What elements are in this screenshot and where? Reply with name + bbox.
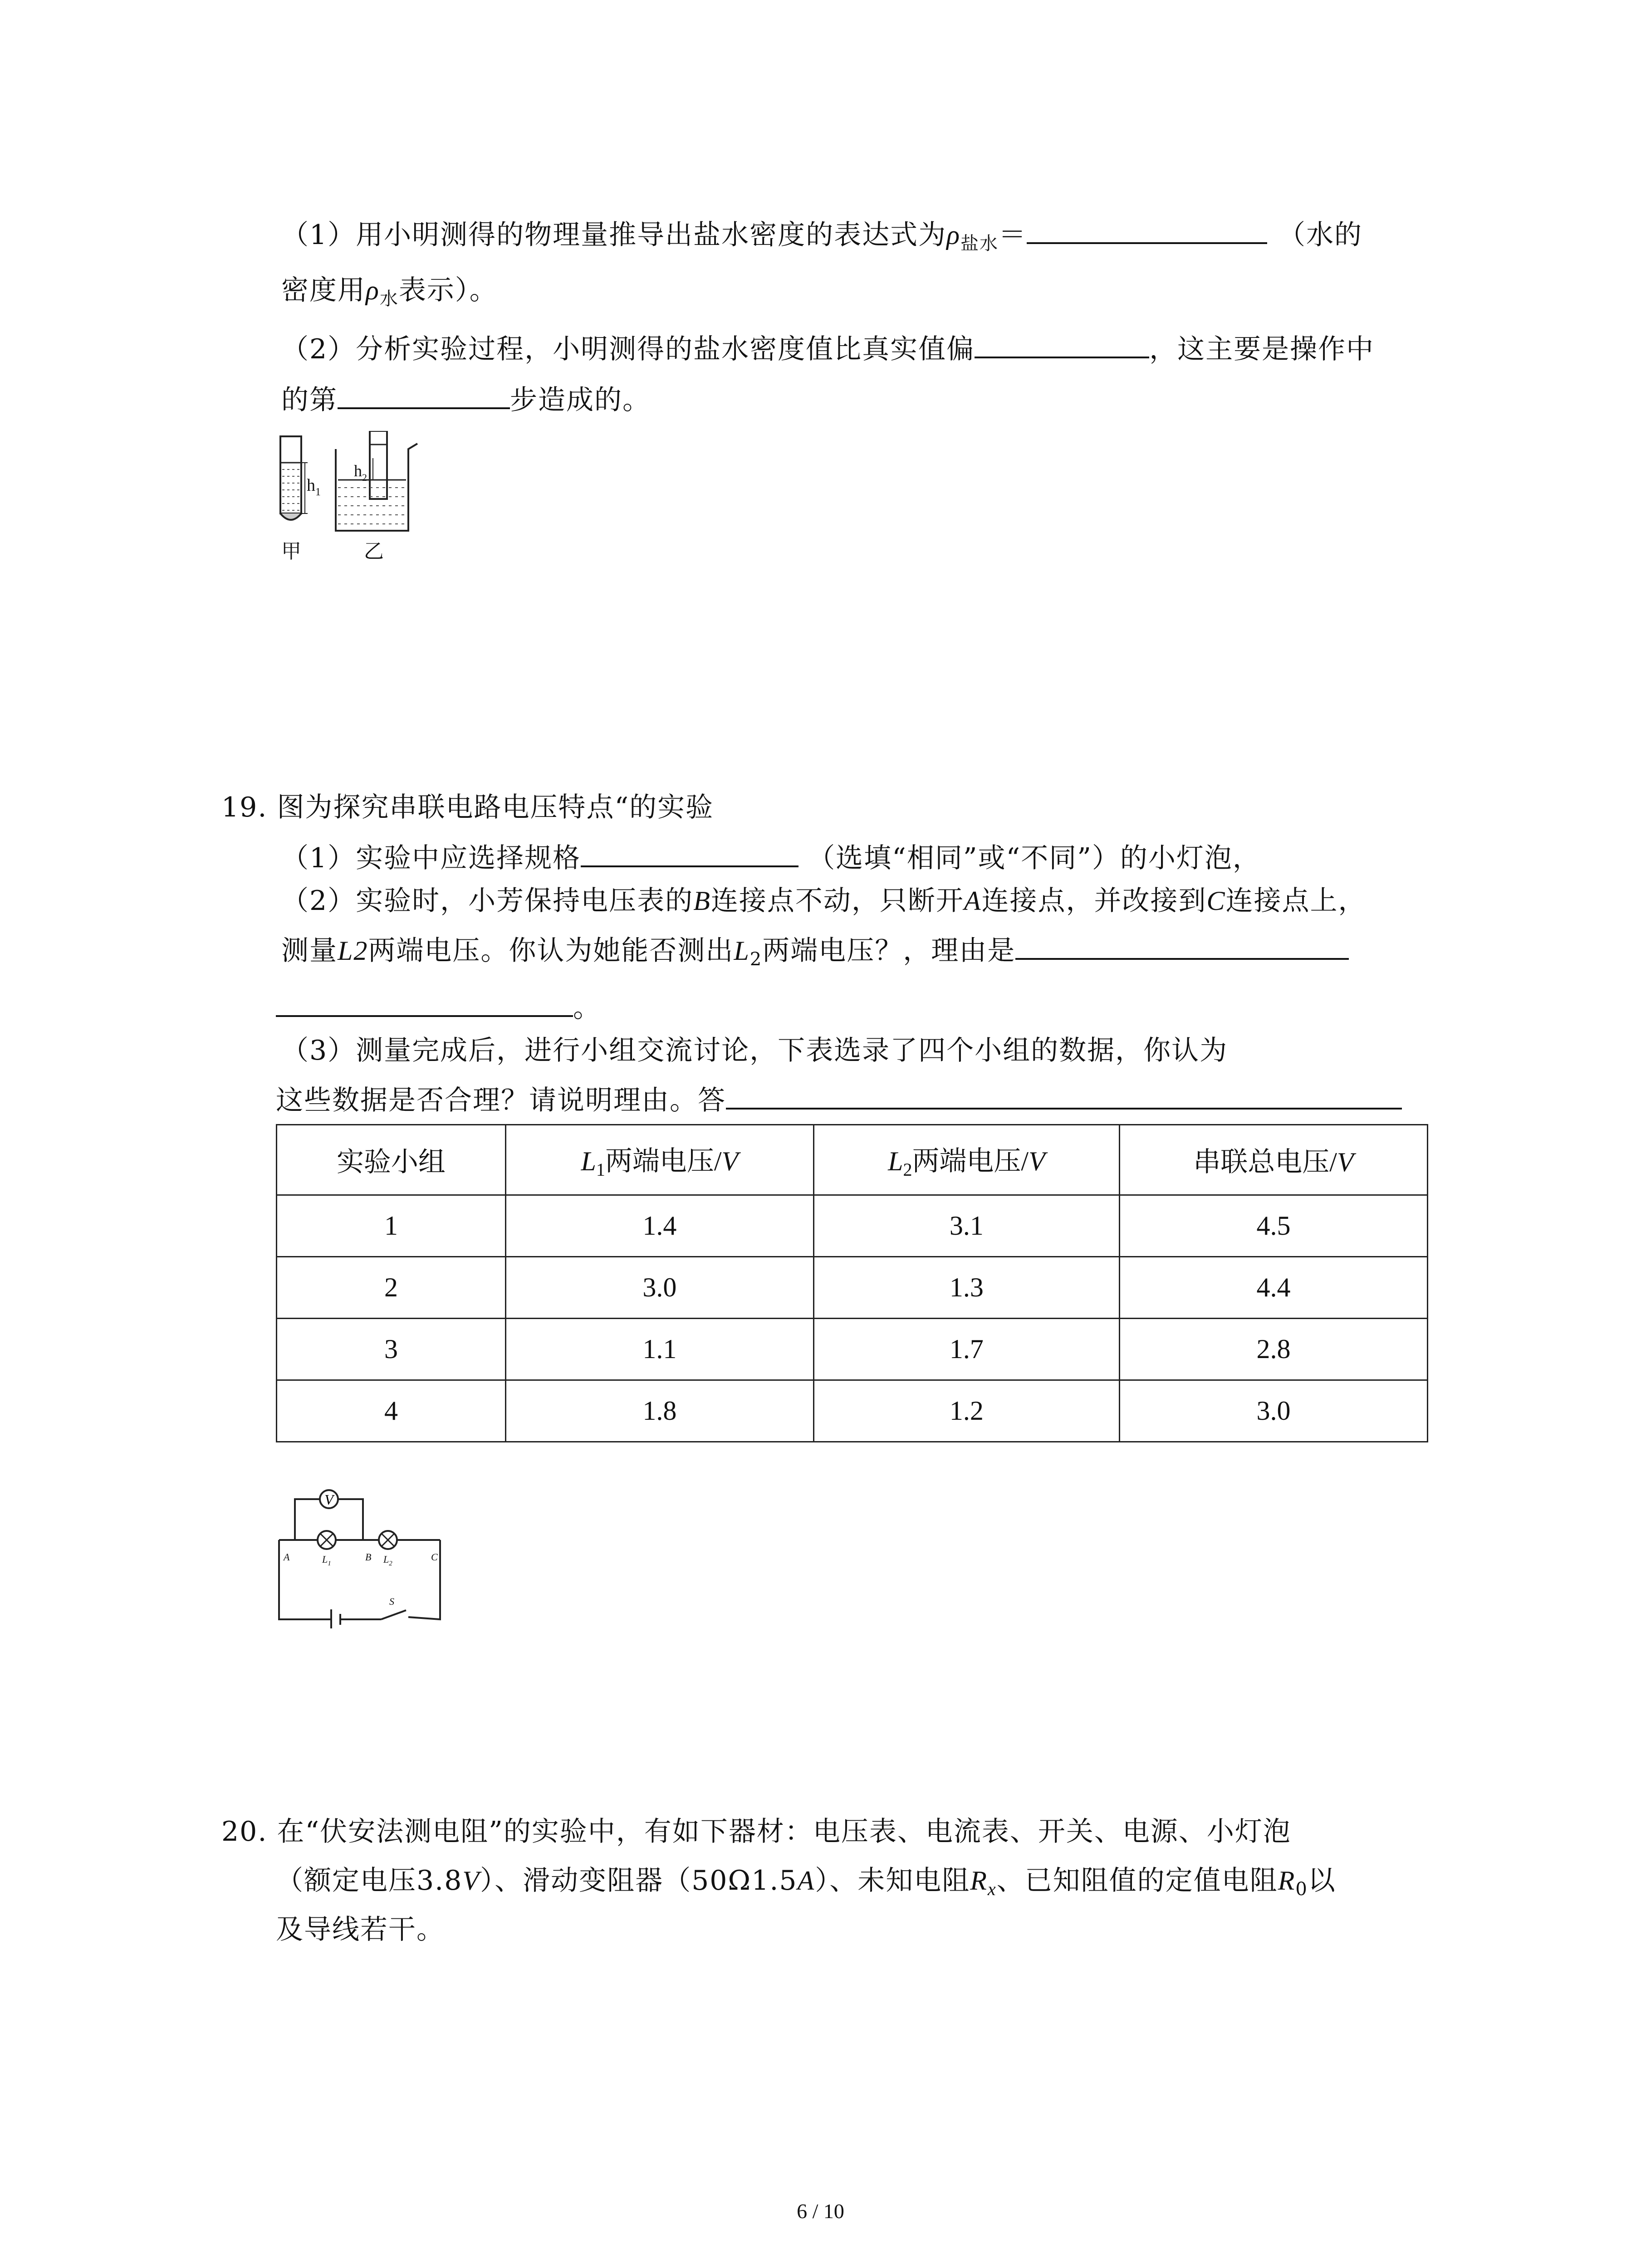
q20-line3: 及导线若干。 bbox=[276, 1914, 445, 1945]
q18-part2-text-cont: ，这主要是操作中 bbox=[1149, 333, 1375, 365]
label-h1-sub: 1 bbox=[315, 486, 321, 498]
label-h2-sub: 2 bbox=[362, 472, 367, 483]
q20-line2 bbox=[276, 1862, 1336, 1907]
lamp-l2-icon bbox=[379, 1531, 397, 1549]
table-row bbox=[277, 1380, 1428, 1442]
q19-title: 19. 图为探究串联电路电压特点“的实验 bbox=[221, 792, 714, 823]
switch-label: S bbox=[389, 1596, 394, 1607]
rho-subscript-salt: 盐水 bbox=[960, 233, 999, 254]
figure-label-jia: 甲 bbox=[281, 540, 301, 562]
q19-part2-text-g: 两端电压？，理由是 bbox=[762, 935, 1016, 967]
header-l-symbol: L bbox=[581, 1146, 596, 1176]
equals-sign: ＝ bbox=[999, 219, 1027, 251]
rx-symbol: R bbox=[970, 1866, 988, 1896]
header-unit: V bbox=[1029, 1146, 1045, 1176]
answer-blank-reason-2[interactable] bbox=[276, 989, 573, 1017]
table-cell: 4 bbox=[277, 1380, 506, 1442]
l2-symbol: L bbox=[734, 936, 750, 966]
table-cell: 1.1 bbox=[505, 1319, 813, 1380]
l2-label: L2 bbox=[338, 936, 368, 966]
answer-blank-bulb-spec[interactable] bbox=[581, 839, 798, 867]
table-cell: 1.3 bbox=[813, 1257, 1119, 1319]
q18-part1-line1 bbox=[281, 216, 1362, 262]
q19-part2-text-f: 两端电压。你认为她能否测出 bbox=[368, 935, 734, 967]
voltage-data-table bbox=[276, 1124, 1428, 1442]
header-unit: V bbox=[1337, 1147, 1354, 1177]
label-h2: h bbox=[354, 462, 362, 480]
l1-label: L bbox=[322, 1554, 328, 1565]
answer-blank-bias[interactable] bbox=[975, 330, 1149, 358]
label-h1: h bbox=[307, 476, 315, 495]
q19-part2-text: （2）实验时，小芳保持电压表的 bbox=[281, 885, 694, 917]
l2-label-sub: 2 bbox=[389, 1560, 392, 1567]
header-text: 实验小组 bbox=[336, 1147, 446, 1177]
q20-text-c: ）、未知电阻 bbox=[815, 1865, 970, 1897]
q18-part2-text-step: 的第 bbox=[281, 384, 338, 416]
point-b-label: B bbox=[693, 886, 711, 916]
rho-symbol-water: ρ bbox=[366, 275, 380, 305]
q19-part2-end: 。 bbox=[573, 992, 601, 1024]
q18-part1-note-end: 表示）。 bbox=[398, 274, 498, 306]
l2-subscript: 2 bbox=[749, 949, 763, 970]
header-total-voltage bbox=[1119, 1125, 1427, 1195]
test-tube-icon bbox=[280, 436, 308, 520]
q18-part2-line1 bbox=[281, 330, 1374, 367]
answer-blank-reasonable[interactable] bbox=[726, 1081, 1402, 1110]
beaker-icon bbox=[336, 431, 417, 531]
header-l-symbol: L bbox=[888, 1146, 903, 1176]
rx-subscript: x bbox=[987, 1879, 997, 1899]
table-header-row bbox=[277, 1125, 1428, 1195]
table-cell: 4.5 bbox=[1119, 1195, 1427, 1257]
q19-part2-text-d: 连接点上， bbox=[1225, 885, 1367, 917]
q20-text-a: （额定电压3.8 bbox=[276, 1865, 463, 1897]
q18-part1-note-cont: 密度用 bbox=[281, 274, 366, 306]
table-cell: 1.8 bbox=[505, 1380, 813, 1442]
node-b-label: B bbox=[365, 1551, 372, 1563]
q19-part1-options: （选填“相同”或“不同”）的小灯泡， bbox=[808, 842, 1261, 874]
rho-subscript-water: 水 bbox=[379, 288, 399, 309]
figure-label-yi: 乙 bbox=[364, 540, 384, 562]
svg-text:L1 bbox=[322, 1554, 331, 1567]
svg-text:L2 bbox=[383, 1554, 392, 1567]
q19-part1-text: （1）实验中应选择规格 bbox=[281, 842, 581, 874]
series-circuit-diagram bbox=[272, 1488, 458, 1628]
svg-text:h2 bbox=[354, 462, 367, 483]
density-experiment-figure bbox=[268, 431, 440, 562]
q19-part2-text-b: 连接点不动，只断开 bbox=[710, 885, 964, 917]
unit-v: V bbox=[462, 1866, 480, 1896]
table-cell: 1.2 bbox=[813, 1380, 1119, 1442]
unit-a: A bbox=[797, 1866, 815, 1896]
q18-part2-line2 bbox=[281, 381, 651, 418]
q19-part2-line2 bbox=[281, 932, 1349, 978]
q20-text-d: 、已知阻值的定值电阻 bbox=[996, 1865, 1278, 1897]
lamp-l1-icon bbox=[318, 1531, 336, 1549]
q19-part2-text-e: 测量 bbox=[281, 935, 338, 967]
voltmeter-label: V bbox=[324, 1491, 333, 1508]
node-a-label: A bbox=[284, 1551, 290, 1563]
q19-part1 bbox=[281, 839, 1261, 876]
header-text: 两端电压/ bbox=[605, 1146, 722, 1176]
r0-symbol: R bbox=[1278, 1866, 1296, 1896]
table-cell: 2.8 bbox=[1119, 1319, 1427, 1380]
q18-part2-text-end: 步造成的。 bbox=[510, 384, 651, 416]
q18-part1-note: （水的 bbox=[1278, 219, 1362, 251]
q19-part2-text-c: 连接点，并改接到 bbox=[981, 885, 1207, 917]
table-row bbox=[277, 1319, 1428, 1380]
node-c-label: C bbox=[431, 1551, 438, 1563]
q19-part3-line1: （3）测量完成后，进行小组交流讨论，下表选录了四个小组的数据，你认为 bbox=[281, 1035, 1228, 1066]
q20-text-e: 以 bbox=[1308, 1865, 1336, 1897]
header-l-sub: 1 bbox=[596, 1159, 605, 1180]
answer-blank-step[interactable] bbox=[338, 381, 510, 409]
q18-part1-line2 bbox=[281, 272, 498, 317]
answer-blank-reason-1[interactable] bbox=[1015, 932, 1349, 960]
answer-blank-density-expression[interactable] bbox=[1027, 216, 1267, 244]
table-cell: 3.1 bbox=[813, 1195, 1119, 1257]
q19-part2-line3 bbox=[276, 989, 601, 1026]
table-cell: 4.4 bbox=[1119, 1257, 1427, 1319]
header-l2-voltage bbox=[813, 1125, 1119, 1195]
table-row bbox=[277, 1257, 1428, 1319]
table-row bbox=[277, 1195, 1428, 1257]
q18-part2-text: （2）分析实验过程，小明测得的盐水密度值比真实值偏 bbox=[281, 333, 975, 365]
table-cell: 3.0 bbox=[505, 1257, 813, 1319]
header-l1-voltage bbox=[505, 1125, 813, 1195]
table-cell: 2 bbox=[277, 1257, 506, 1319]
header-unit: V bbox=[721, 1146, 739, 1176]
l2-label: L bbox=[383, 1554, 389, 1565]
svg-text:h1 bbox=[307, 476, 321, 498]
table-cell: 1.4 bbox=[505, 1195, 813, 1257]
header-group bbox=[277, 1125, 506, 1195]
table-cell: 3 bbox=[277, 1319, 506, 1380]
table-cell: 3.0 bbox=[1119, 1380, 1427, 1442]
q19-part3-line2 bbox=[276, 1081, 1402, 1119]
header-text: 两端电压/ bbox=[912, 1146, 1029, 1176]
q19-part2-line1 bbox=[281, 883, 1367, 919]
point-c-label: C bbox=[1206, 886, 1226, 916]
table-cell: 1 bbox=[277, 1195, 506, 1257]
r0-subscript: 0 bbox=[1295, 1879, 1308, 1900]
header-text: 串联总电压/ bbox=[1193, 1147, 1337, 1177]
q19-part3-question: 这些数据是否合理？请说明理由。答 bbox=[276, 1085, 726, 1116]
l1-label-sub: 1 bbox=[328, 1560, 331, 1567]
q20-line1: 20. 在“伏安法测电阻”的实验中，有如下器材：电压表、电流表、开关、电源、小灯泡 bbox=[221, 1816, 1291, 1848]
table-cell: 1.7 bbox=[813, 1319, 1119, 1380]
point-a-label: A bbox=[964, 886, 982, 916]
q20-text-b: ）、滑动变阻器（50Ω1.5 bbox=[480, 1865, 798, 1897]
q18-part1-text: （1）用小明测得的物理量推导出盐水密度的表达式为 bbox=[281, 219, 947, 251]
rho-symbol: ρ bbox=[946, 220, 960, 250]
header-l-sub: 2 bbox=[903, 1159, 912, 1180]
page-number: 6 / 10 bbox=[797, 2200, 844, 2223]
